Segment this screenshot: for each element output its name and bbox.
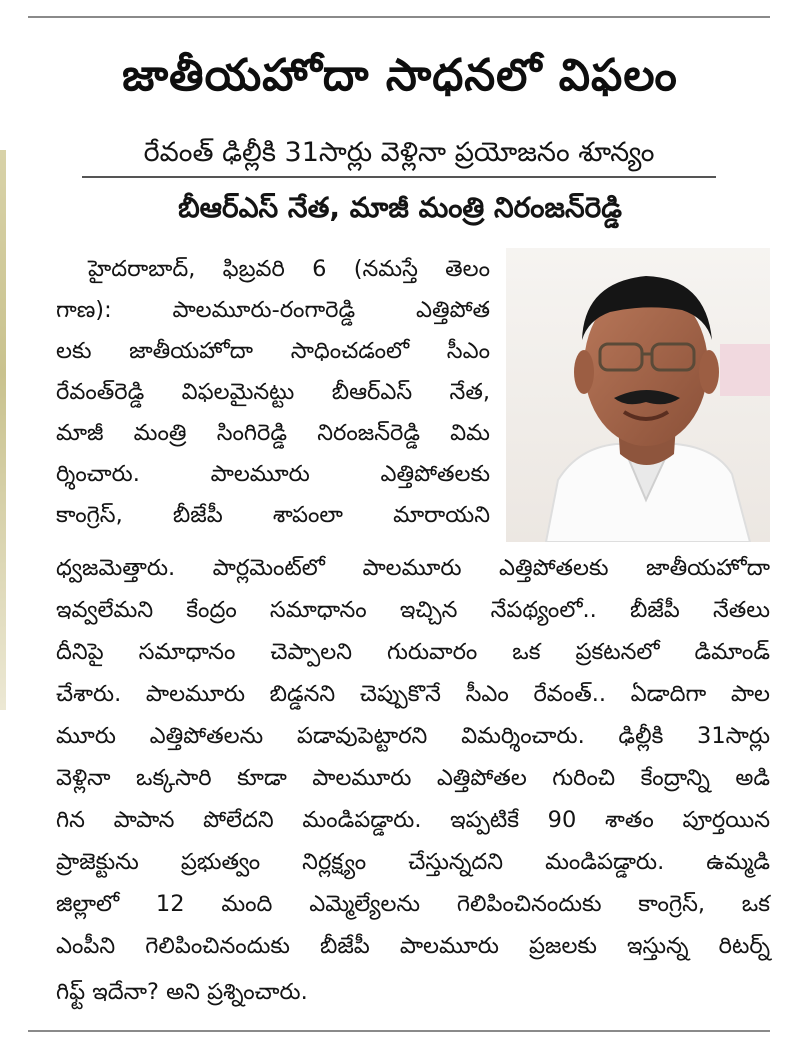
body-line: గాణ): పాలమూరు-రంగారెడ్డి ఎత్తిపోత <box>56 297 490 323</box>
body-line: ధ్వజమెత్తారు. పార్లమెంట్‌లో పాలమూరు ఎత్తిపోతలకు జాతీయహోదా <box>56 555 770 581</box>
body-line: వెళ్లినా ఒక్కసారి కూడా పాలమూరు ఎత్తిపోతల గురించి కేంద్రాన్ని అడి <box>56 765 770 791</box>
body-line: దీనిపై సమాధానం చెప్పాలని గురువారం ఒక ప్రకటనలో డిమాండ్ <box>56 639 770 665</box>
body-line: మాజీ మంత్రి సింగిరెడ్డి నిరంజన్‌రెడ్డి విమ <box>56 420 490 446</box>
body-line: మూరు ఎత్తిపోతలను పడావుపెట్టారని విమర్శించారు. ఢిల్లీకి 31సార్లు <box>56 723 770 749</box>
body-line: రేవంత్‌రెడ్డి విఫలమైనట్టు బీఆర్ఎస్ నేత, <box>56 379 490 405</box>
bottom-rule <box>28 1030 770 1032</box>
body-line: చేశారు. పాలమూరు బిడ్డనని చెప్పుకొనే సీఎం రేవంత్.. ఏడాదిగా పాల <box>56 681 770 707</box>
body-line: ప్రాజెక్టును ప్రభుత్వం నిర్లక్ష్యం చేస్తున్నదని మండిపడ్డారు. ఉమ్మడి <box>56 849 770 875</box>
adjacent-column-edge <box>0 150 6 710</box>
body-line: ర్శించారు. పాలమూరు ఎత్తిపోతలకు <box>56 461 490 487</box>
top-rule <box>28 16 770 18</box>
body-line: లకు జాతీయహోదా సాధించడంలో సీఎం <box>56 338 490 364</box>
body-line: ఇవ్వలేమని కేంద్రం సమాధానం ఇచ్చిన నేపథ్యంలో.. బీజేపీ నేతలు <box>56 597 770 623</box>
subheadline: రేవంత్ ఢిల్లీకి 31సార్లు వెళ్లినా ప్రయోజనం శూన్యం <box>82 132 716 178</box>
body-line-last: గిఫ్ట్ ఇదేనా? అని ప్రశ్నించారు. <box>56 979 308 1005</box>
body-line: ఎంపీని గెలిపించినందుకు బీజేపీ పాలమూరు ప్రజలకు ఇస్తున్న రిటర్న్ <box>56 933 770 959</box>
niranjan-reddy-photo <box>506 248 770 542</box>
body-line: కాంగ్రెస్, బీజేపీ శాపంలా మారాయని <box>56 502 490 528</box>
headline: జాతీయహోదా సాధనలో విఫలం <box>122 50 678 101</box>
body-line: జిల్లాలో 12 మంది ఎమ్మెల్యేలను గెలిపించినందుకు కాంగ్రెస్, ఒక <box>56 891 770 917</box>
body-line: గిన పాపాన పోలేదని మండిపడ్డారు. ఇప్పటికే 90 శాతం పూర్తయిన <box>56 807 770 833</box>
byline: బీఆర్ఎస్ నేత, మాజీ మంత్రి నిరంజన్‌రెడ్డి <box>178 191 622 224</box>
body-line: హైదరాబాద్, ఫిబ్రవరి 6 (నమస్తే తెలం <box>88 256 490 282</box>
